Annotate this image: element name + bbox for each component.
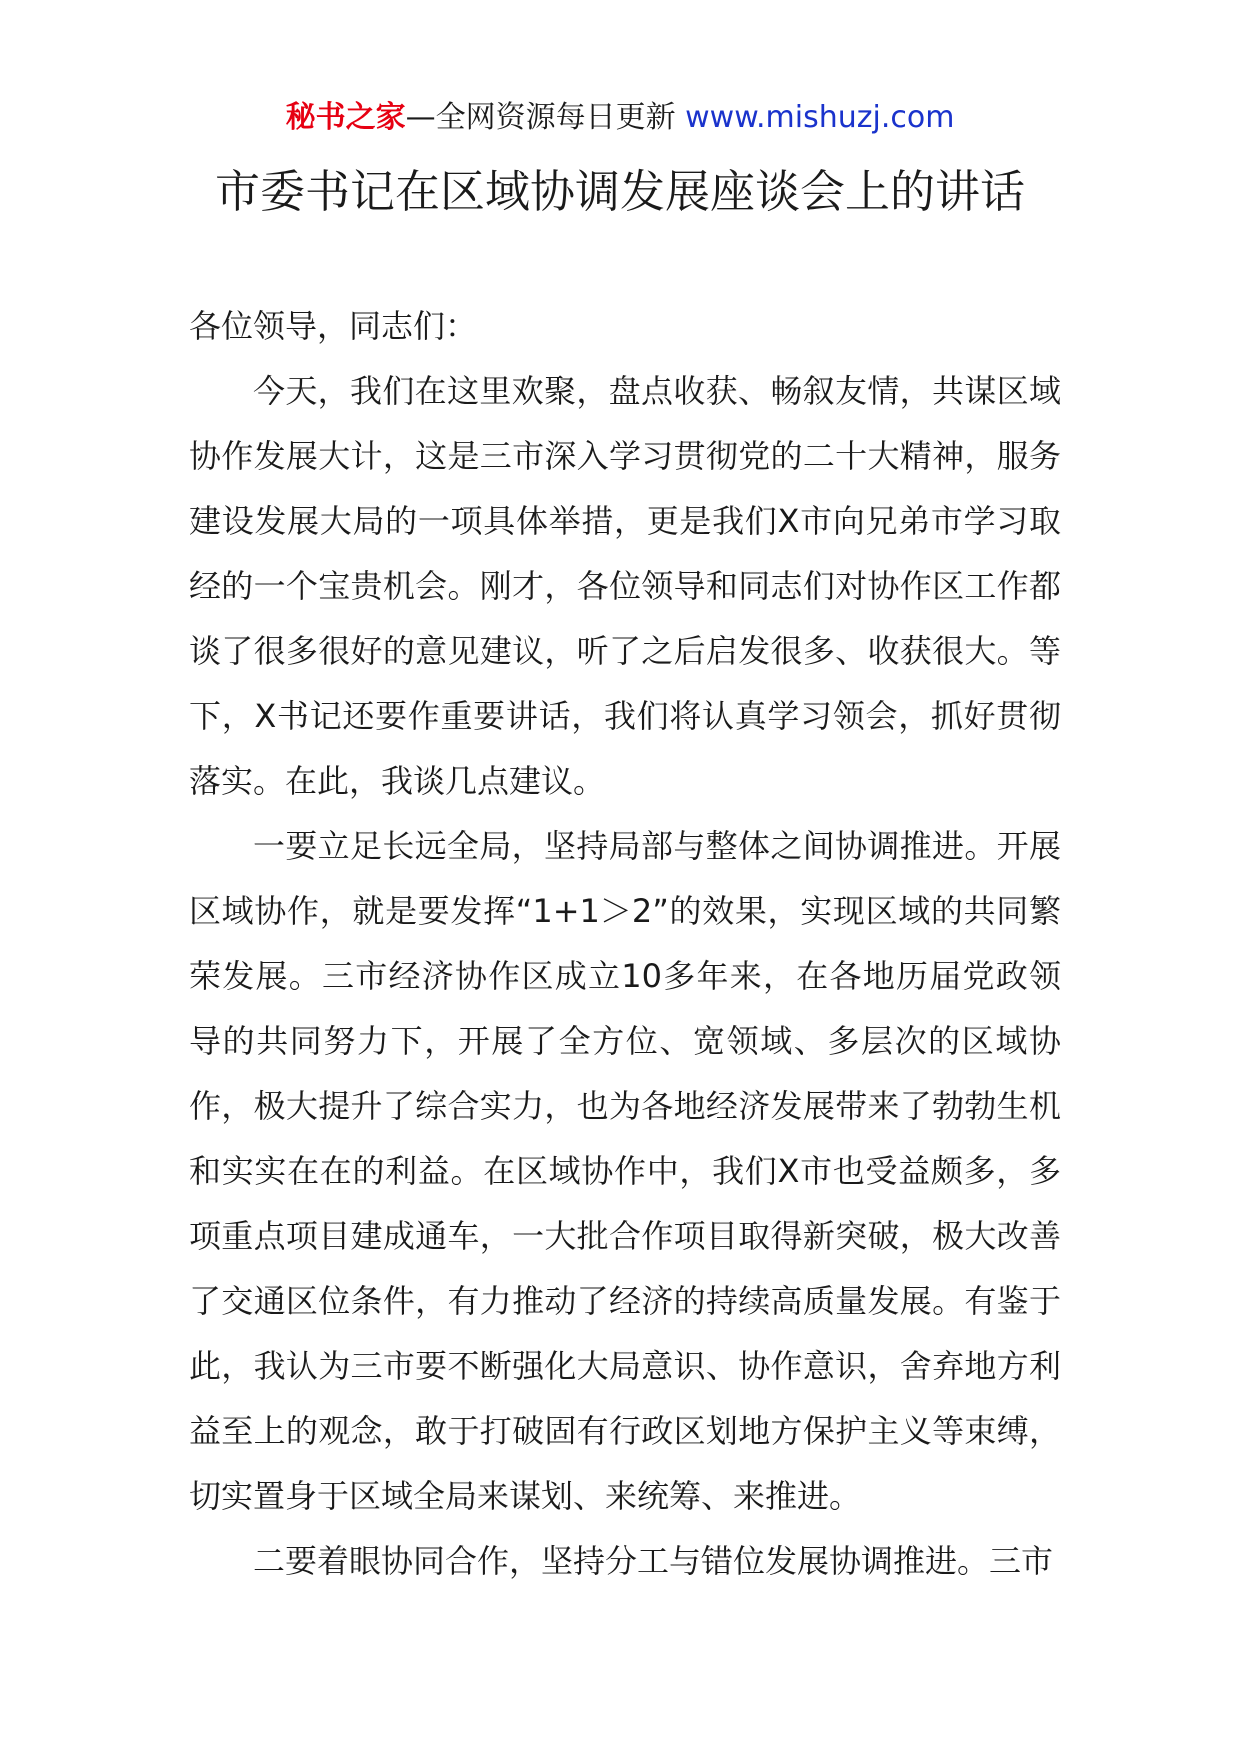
paragraph-1: 今天，我们在这里欢聚，盘点收获、畅叙友情，共谋区域协作发展大计，这是三市深入学习贯彻党的二十大精神，服务建设发展大局的一项具体举措，更是我们X市向兄弟市学习取经的一个宝贵机会。刚才，各位领导和同志们对协作区工作都谈了很多很好的意见建议，听了之后启发很多、收获很大。等下，X书记还要作重要讲话，我们将认真学习领会，抓好贯彻落实。在此，我谈几点建议。 — [189, 372, 1061, 800]
site-url-link[interactable]: www.mishuzj.com — [685, 100, 955, 135]
site-header-banner — [0, 98, 1240, 138]
greeting: 各位领导，同志们： — [189, 307, 478, 345]
document-title: 市委书记在区域协调发展座谈会上的讲话 — [214, 165, 1025, 218]
paragraph-3: 二要着眼协同合作，坚持分工与错位发展协调推进。三市 — [253, 1542, 1054, 1580]
brand-name: 秘书之家 — [285, 100, 406, 135]
document-body — [189, 294, 1061, 1594]
paragraph-2: 一要立足长远全局，坚持局部与整体之间协调推进。开展区域协作，就是要发挥“1+1＞2”的效果，实现区域的共同繁荣发展。三市经济协作区成立10多年来，在各地历届党政领导的共同努力下，开展了全方位、宽领域、多层次的区域协作，极大提升了综合实力，也为各地经济发展带来了勃勃生机和实实在在的利益。在区域协作中，我们X市也受益颇多，多项重点项目建成通车，一大批合作项目取得新突破，极大改善了交通区位条件，有力推动了经济的持续高质量发展。有鉴于此，我认为三市要不断强化大局意识、协作意识，舍弃地方利益至上的观念，敢于打破固有行政区划地方保护主义等束缚，切实置身于区域全局来谋划、来统筹、来推进。 — [189, 827, 1061, 1515]
header-slogan: —全网资源每日更新 — [405, 100, 676, 135]
